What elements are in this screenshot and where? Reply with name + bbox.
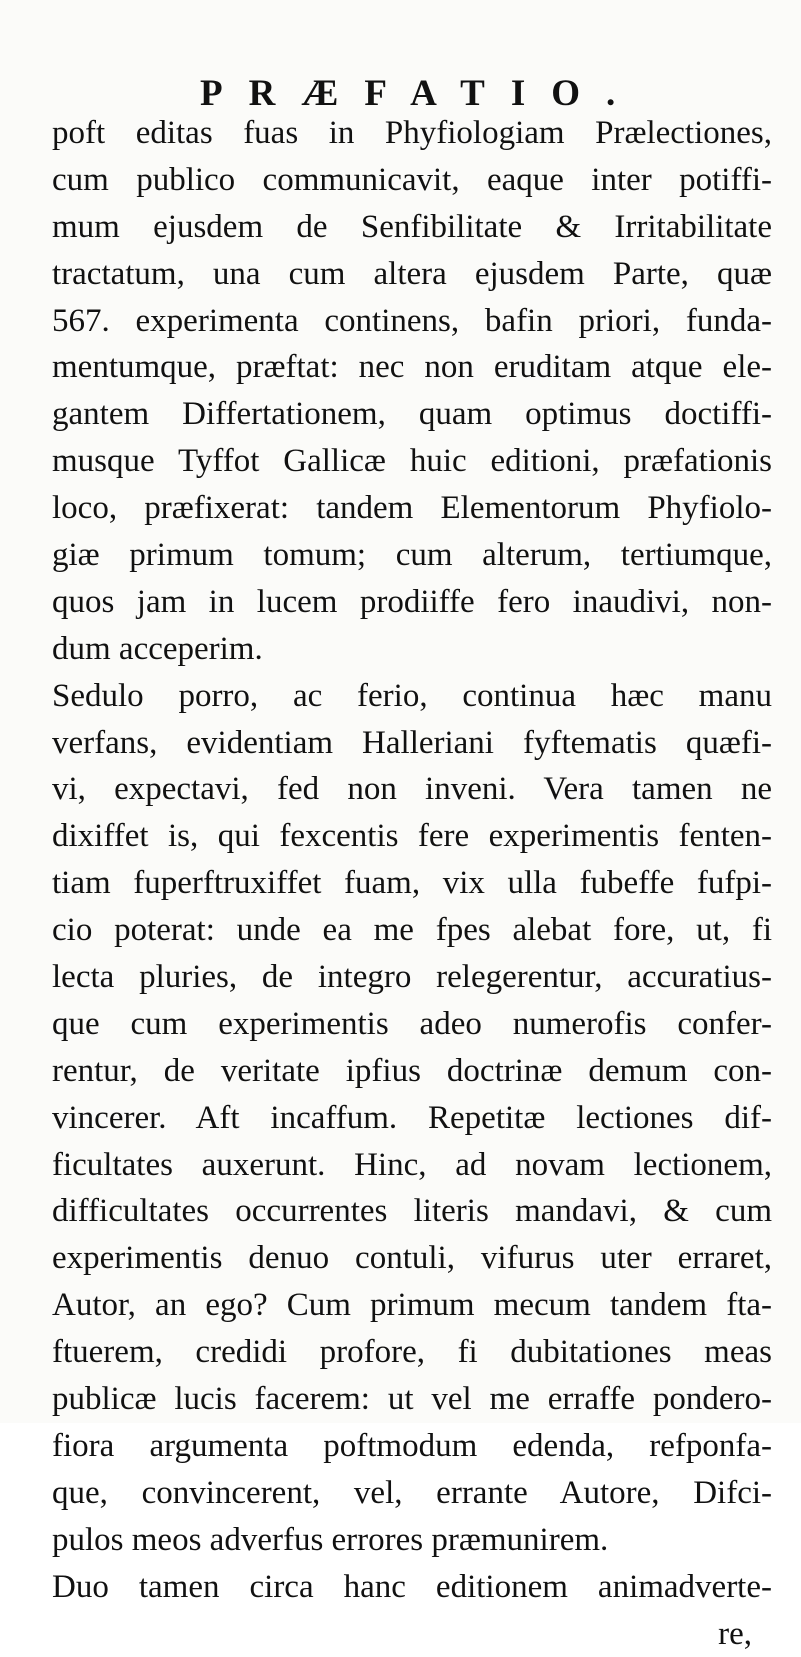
text-line: ftuerem, credidi profore, fi dubitationes meas xyxy=(52,1329,772,1376)
body-text xyxy=(52,110,772,1657)
text-line: quos jam in lucem prodiiffe fero inaudivi, non- xyxy=(52,579,772,626)
catchword: re, xyxy=(52,1611,772,1657)
text-line: ficultates auxerunt. Hinc, ad novam lectionem, xyxy=(52,1142,772,1189)
text-line: pulos meos adverfus errores præmunirem. xyxy=(52,1517,772,1564)
text-line: lecta pluries, de integro relegerentur, accuratius- xyxy=(52,954,772,1001)
text-line: difficultates occurrentes literis mandavi, & cum xyxy=(52,1188,772,1235)
text-line: cio poterat: unde ea me fpes alebat fore, ut, fi xyxy=(52,907,772,954)
text-line: Autor, an ego? Cum primum mecum tandem fta- xyxy=(52,1282,772,1329)
text-line: experimentis denuo contuli, vifurus uter erraret, xyxy=(52,1235,772,1282)
text-line: dixiffet is, qui fexcentis fere experimentis fenten- xyxy=(52,813,772,860)
text-line: vincerer. Aft incaffum. Repetitæ lectiones dif- xyxy=(52,1095,772,1142)
text-line: musque Tyffot Gallicæ huic editioni, præfationis xyxy=(52,438,772,485)
text-line: tiam fuperftruxiffet fuam, vix ulla fubeffe fufpi- xyxy=(52,860,772,907)
text-line: dum acceperim. xyxy=(52,626,772,673)
text-line: verfans, evidentiam Halleriani fyftematis quæfi- xyxy=(52,720,772,767)
text-line: poft editas fuas in Phyfiologiam Prælectiones, xyxy=(52,110,772,157)
text-line: fiora argumenta poftmodum edenda, refponfa- xyxy=(52,1423,772,1470)
text-line: giæ primum tomum; cum alterum, tertiumque, xyxy=(52,532,772,579)
text-line: rentur, de veritate ipfius doctrinæ demum con- xyxy=(52,1048,772,1095)
text-line: publicæ lucis facerem: ut vel me erraffe pondero- xyxy=(52,1376,772,1423)
text-line: tractatum, una cum altera ejusdem Parte, quæ xyxy=(52,251,772,298)
text-line: cum publico communicavit, eaque inter potiffi- xyxy=(52,157,772,204)
text-line: vi, expectavi, fed non inveni. Vera tamen ne xyxy=(52,766,772,813)
text-line: que, convincerent, vel, errante Autore, Difci- xyxy=(52,1470,772,1517)
running-title: PRÆFATIO. xyxy=(200,72,680,115)
text-line: Duo tamen circa hanc editionem animadverte- xyxy=(52,1564,772,1611)
text-line: que cum experimentis adeo numerofis confer- xyxy=(52,1001,772,1048)
text-line: mentumque, præftat: nec non eruditam atque ele- xyxy=(52,344,772,391)
text-line: 567. experimenta continens, bafin priori, funda- xyxy=(52,298,772,345)
text-line: Sedulo porro, ac ferio, continua hæc manu xyxy=(52,673,772,720)
text-line: loco, præfixerat: tandem Elementorum Phyfiolo- xyxy=(52,485,772,532)
text-line: gantem Differtationem, quam optimus doctiffi- xyxy=(52,391,772,438)
text-line: mum ejusdem de Senfibilitate & Irritabilitate xyxy=(52,204,772,251)
